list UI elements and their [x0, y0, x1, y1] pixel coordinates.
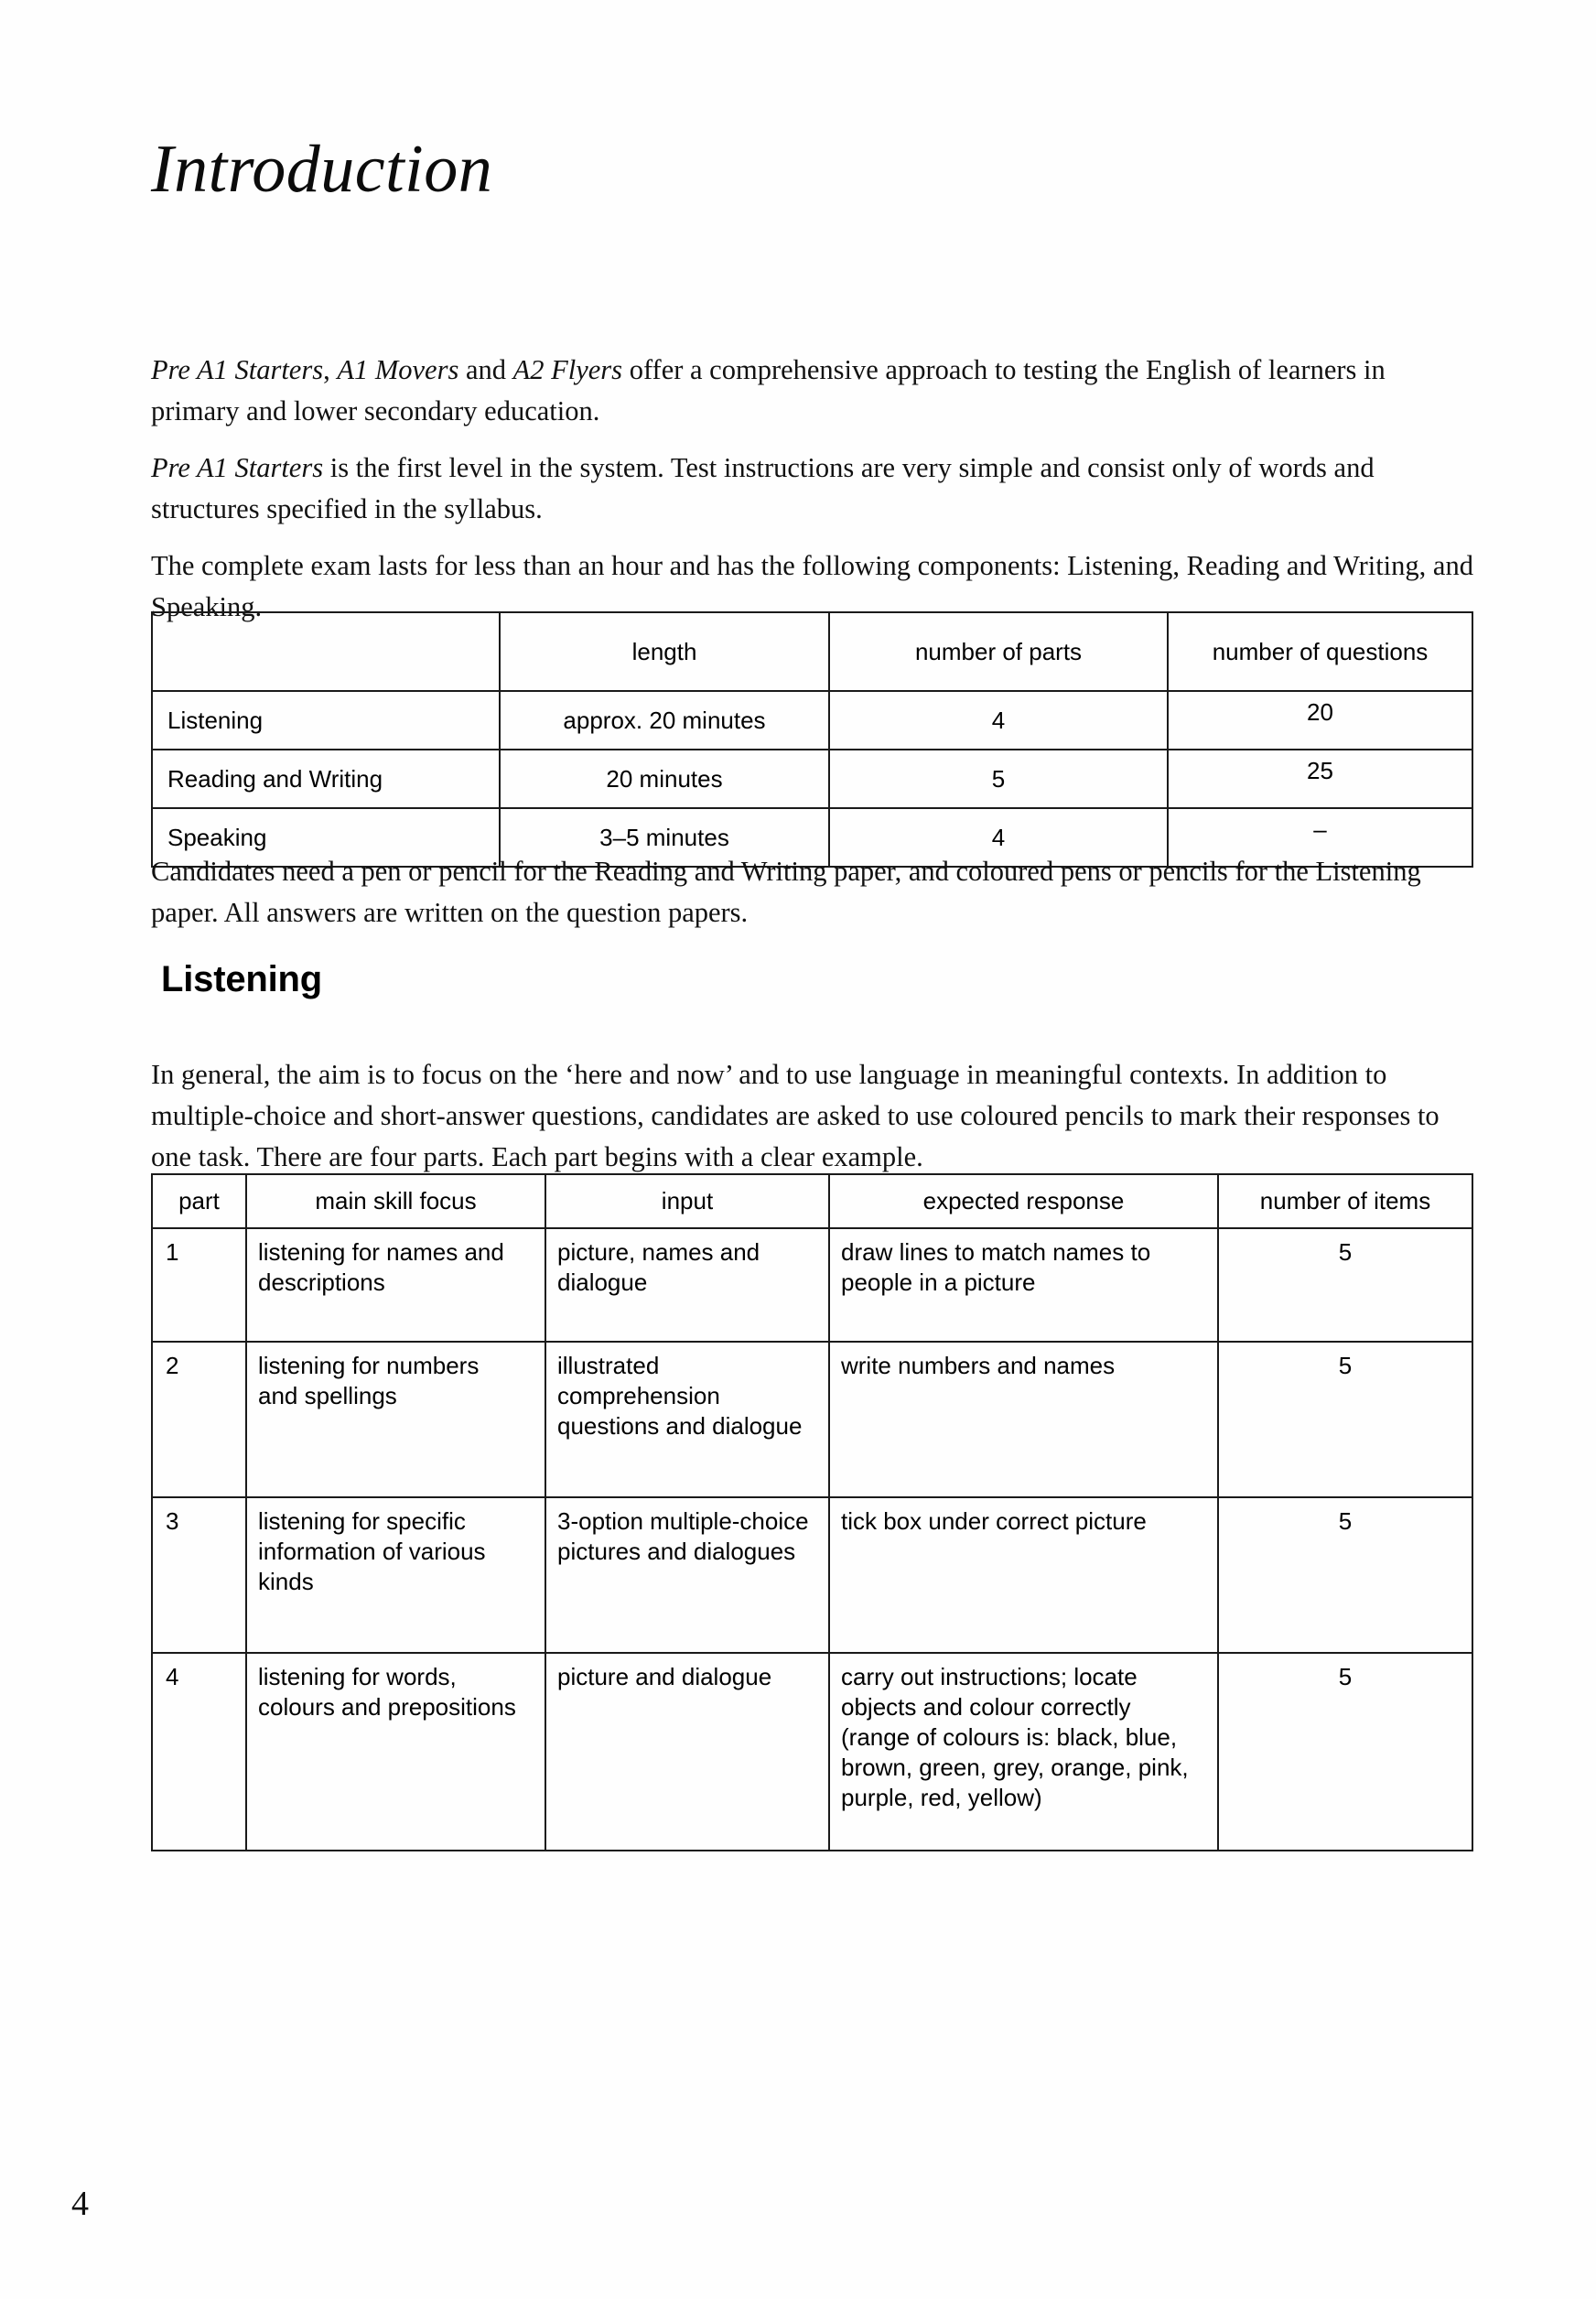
listening-row2-part: 3 [152, 1497, 246, 1653]
components-row0-parts: 4 [829, 691, 1168, 750]
page-number: 4 [71, 2185, 89, 2223]
listening-row3-part: 4 [152, 1653, 246, 1851]
listening-row1-part: 2 [152, 1342, 246, 1497]
table-row [152, 1342, 1472, 1497]
components-row1-questions: 25 [1168, 750, 1472, 808]
intro-p1-italic-2: A1 Movers [337, 354, 459, 385]
listening-header-input: input [545, 1174, 829, 1228]
listening-parts-table [151, 1173, 1473, 1851]
table-row [152, 1228, 1472, 1342]
components-header-parts: number of parts [829, 612, 1168, 691]
table-header-row [152, 612, 1472, 691]
components-row1-component: Reading and Writing [152, 750, 500, 808]
page-title: Introduction [151, 132, 493, 207]
table-row [152, 750, 1472, 808]
listening-row3-response: carry out instructions; locate objects and colour correctly (range of colours is: black, blue, brown, green, grey, orange, pink, purple, red, yellow) [829, 1653, 1218, 1851]
listening-row2-input: 3-option multiple-choice pictures and dialogues [545, 1497, 829, 1653]
intro-p1-italic-1: Pre A1 Starters [151, 354, 324, 385]
listening-row1-response: write numbers and names [829, 1342, 1218, 1497]
components-row0-component: Listening [152, 691, 500, 750]
components-header-length: length [500, 612, 829, 691]
components-row2-parts: 4 [829, 808, 1168, 867]
listening-header-part: part [152, 1174, 246, 1228]
intro-paragraph-1 [151, 350, 1473, 432]
listening-header-items: number of items [1218, 1174, 1472, 1228]
components-row0-length: approx. 20 minutes [500, 691, 829, 750]
listening-row1-items: 5 [1218, 1342, 1472, 1497]
components-header-blank [152, 612, 500, 691]
exam-components-table [151, 611, 1473, 868]
components-row1-length: 20 minutes [500, 750, 829, 808]
intro-p1-italic-3: A2 Flyers [512, 354, 623, 385]
table-row [152, 691, 1472, 750]
intro-p1-rest: offer a comprehensive approach to testing the English of learners in primary and lower secondary education. [151, 354, 1386, 426]
listening-row0-items: 5 [1218, 1228, 1472, 1342]
components-row2-questions: – [1168, 808, 1472, 867]
listening-row1-skill: listening for numbers and spellings [246, 1342, 545, 1497]
listening-header-skill: main skill focus [246, 1174, 545, 1228]
components-row2-length: 3–5 minutes [500, 808, 829, 867]
listening-row0-response: draw lines to match names to people in a picture [829, 1228, 1218, 1342]
intro-p2-italic-1: Pre A1 Starters [151, 452, 324, 483]
table-row [152, 1653, 1472, 1851]
components-row0-questions: 20 [1168, 691, 1472, 750]
listening-row0-skill: listening for names and descriptions [246, 1228, 545, 1342]
components-row1-parts: 5 [829, 750, 1168, 808]
materials-paragraph: Candidates need a pen or pencil for the Reading and Writing paper, and coloured pens or pencils for the Listening paper. All answers are written on the question papers. [151, 856, 1421, 928]
components-row2-component: Speaking [152, 808, 500, 867]
intro-paragraph-2 [151, 448, 1473, 530]
listening-row3-skill: listening for words, colours and prepositions [246, 1653, 545, 1851]
section-heading-listening: Listening [161, 959, 322, 999]
intro-p1-sep-2: and [458, 354, 513, 385]
listening-row2-response: tick box under correct picture [829, 1497, 1218, 1653]
materials-paragraph-block [151, 851, 1473, 949]
listening-paragraph: In general, the aim is to focus on the ‘here and now’ and to use language in meaningful contexts. In addition to multiple-choice and short-answer questions, candidates are asked to use coloured pencils to mark their responses to one task. There are four parts. Each part begins with a clear example. [151, 1059, 1440, 1172]
intro-p2-rest: is the first level in the system. Test instructions are very simple and consist only of words and structures specified in the syllabus. [151, 452, 1375, 524]
listening-row1-input: illustrated comprehension questions and dialogue [545, 1342, 829, 1497]
listening-row3-items: 5 [1218, 1653, 1472, 1851]
table-row [152, 1497, 1472, 1653]
listening-header-response: expected response [829, 1174, 1218, 1228]
introduction-paragraphs [151, 350, 1473, 643]
components-header-questions: number of questions [1168, 612, 1472, 691]
listening-row0-part: 1 [152, 1228, 246, 1342]
listening-row3-input: picture and dialogue [545, 1653, 829, 1851]
table-header-row [152, 1174, 1472, 1228]
listening-row0-input: picture, names and dialogue [545, 1228, 829, 1342]
intro-paragraph-3: The complete exam lasts for less than an hour and has the following components: Listening, Reading and Writing, and Speaking. [151, 550, 1473, 622]
listening-row2-skill: listening for specific information of various kinds [246, 1497, 545, 1653]
intro-p1-sep-1: , [323, 354, 338, 385]
listening-row2-items: 5 [1218, 1497, 1472, 1653]
